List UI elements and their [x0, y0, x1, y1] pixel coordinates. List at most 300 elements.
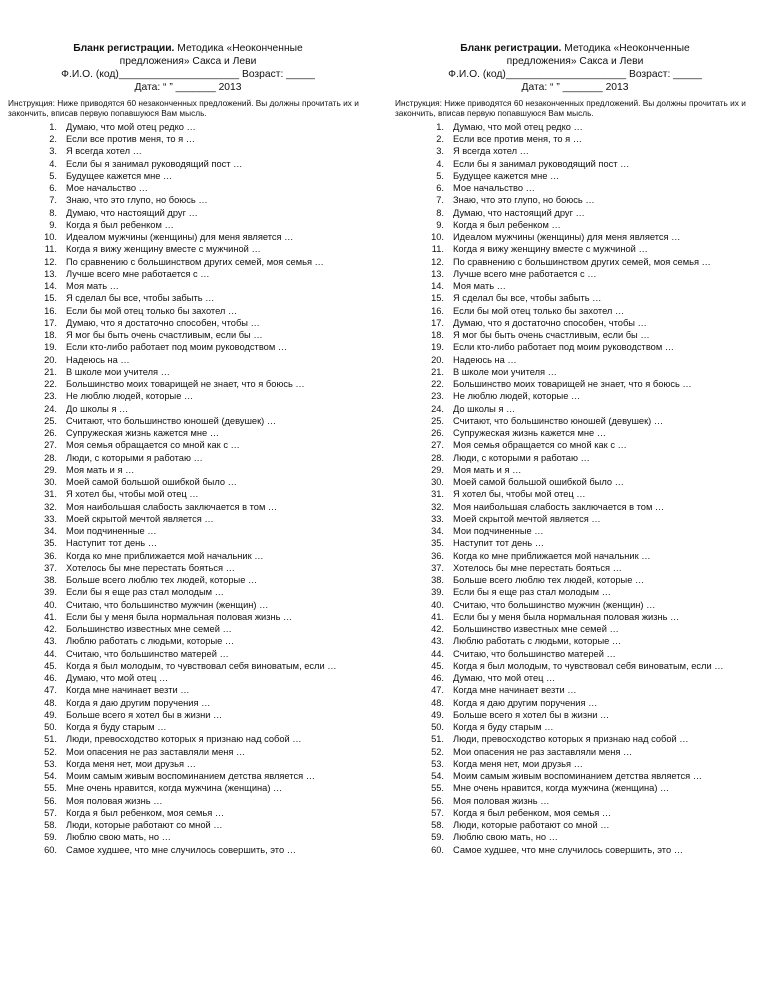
- list-item: [395, 219, 755, 231]
- item-text: Моей самой большой ошибкой было …: [66, 477, 237, 488]
- item-text: Лучше всего мне работается с …: [66, 268, 210, 279]
- item-text: Когда мне начинает везти …: [453, 685, 577, 696]
- item-number: 60.: [431, 844, 444, 855]
- list-item: [8, 280, 368, 292]
- form-title-line2: предложения» Сакса и Леви: [506, 56, 644, 67]
- list-item: [8, 403, 368, 415]
- list-item: [8, 464, 368, 476]
- item-number: 27.: [44, 440, 57, 451]
- list-item: [8, 256, 368, 268]
- list-item: [395, 819, 755, 831]
- item-text: Знаю, что это глупо, но боюсь …: [66, 195, 208, 206]
- item-number: 16.: [431, 305, 444, 316]
- item-number: 32.: [44, 501, 57, 512]
- item-text: Моя половая жизнь …: [453, 795, 550, 806]
- list-item: [395, 513, 755, 525]
- item-number: 11.: [431, 244, 444, 255]
- list-item: [8, 611, 368, 623]
- item-number: 14.: [44, 281, 57, 292]
- form-title: [8, 42, 368, 68]
- list-item: [395, 586, 755, 598]
- item-text: Я хотел бы, чтобы мой отец …: [453, 489, 586, 500]
- item-text: Думаю, что настоящий друг …: [453, 207, 585, 218]
- item-text: Надеюсь на …: [453, 354, 517, 365]
- list-item: [395, 427, 755, 439]
- sentence-list: [395, 121, 755, 856]
- item-number: 47.: [431, 685, 444, 696]
- list-item: [395, 770, 755, 782]
- item-text: Думаю, что мой отец …: [66, 673, 169, 684]
- list-item: [8, 782, 368, 794]
- list-item: [395, 525, 755, 537]
- list-item: [8, 684, 368, 696]
- list-item: [8, 586, 368, 598]
- item-number: 1.: [436, 121, 444, 132]
- list-item: [395, 746, 755, 758]
- item-number: 23.: [431, 391, 444, 402]
- item-text: Я всегда хотел …: [66, 146, 142, 157]
- item-number: 20.: [44, 354, 57, 365]
- item-number: 9.: [436, 219, 444, 230]
- list-item: [395, 243, 755, 255]
- item-text: Когда я был ребенком …: [66, 219, 174, 230]
- item-text: Я всегда хотел …: [453, 146, 529, 157]
- list-item: [8, 366, 368, 378]
- item-number: 34.: [431, 526, 444, 537]
- item-text: Думаю, что я достаточно способен, чтобы …: [453, 317, 647, 328]
- item-text: Идеалом мужчины (женщины) для меня является …: [453, 232, 681, 243]
- item-number: 59.: [431, 832, 444, 843]
- item-text: До школы я …: [66, 403, 129, 414]
- item-number: 18.: [44, 330, 57, 341]
- list-item: [8, 844, 368, 856]
- item-text: Самое худшее, что мне случилось совершить, это …: [453, 844, 684, 855]
- list-item: [395, 844, 755, 856]
- item-number: 39.: [431, 587, 444, 598]
- list-item: [8, 452, 368, 464]
- list-item: [8, 770, 368, 782]
- item-text: Если бы я занимал руководящий пост …: [453, 158, 630, 169]
- item-text: Больше всего я хотел бы в жизни …: [66, 709, 223, 720]
- list-item: [395, 697, 755, 709]
- list-item: [8, 623, 368, 635]
- date-line: Дата: “ ” _______ 2013: [134, 82, 242, 93]
- list-item: [395, 758, 755, 770]
- list-item: [395, 537, 755, 549]
- item-number: 30.: [431, 477, 444, 488]
- list-item: [8, 354, 368, 366]
- item-text: Если кто-либо работает под моим руководством …: [453, 342, 675, 353]
- item-text: Моей скрытой мечтой является …: [66, 513, 214, 524]
- list-item: [395, 121, 755, 133]
- item-number: 26.: [431, 428, 444, 439]
- item-number: 27.: [431, 440, 444, 451]
- list-item: [8, 746, 368, 758]
- item-number: 55.: [44, 783, 57, 794]
- item-text: Когда я был ребенком, моя семья …: [66, 807, 225, 818]
- item-text: Думаю, что мой отец редко …: [453, 121, 583, 132]
- item-number: 19.: [44, 342, 57, 353]
- item-text: Я мог бы быть очень счастливым, если бы …: [453, 330, 650, 341]
- item-number: 45.: [431, 660, 444, 671]
- item-text: Мои подчиненные …: [453, 526, 544, 537]
- item-text: Супружеская жизнь кажется мне …: [66, 428, 220, 439]
- item-number: 54.: [44, 771, 57, 782]
- list-item: [395, 599, 755, 611]
- item-text: Больше всего люблю тех людей, которые …: [453, 575, 645, 586]
- item-text: Люди, с которыми я работаю …: [453, 452, 590, 463]
- item-number: 57.: [431, 807, 444, 818]
- item-number: 15.: [44, 293, 57, 304]
- form-title-rest: Методика «Неоконченные: [174, 43, 303, 54]
- item-number: 5.: [49, 170, 57, 181]
- item-number: 2.: [49, 134, 57, 145]
- list-item: [8, 305, 368, 317]
- item-number: 17.: [431, 317, 444, 328]
- item-number: 6.: [49, 183, 57, 194]
- item-text: Моя мать и я …: [453, 464, 522, 475]
- list-item: [8, 329, 368, 341]
- list-item: [395, 280, 755, 292]
- instruction: Инструкция: Ниже приводятся 60 незаконченных предложений. Вы должны прочитать их и закончить, вписав первую попавшуюся Вам мысль.: [8, 98, 359, 119]
- item-text: Не люблю людей, которые …: [66, 391, 194, 402]
- item-text: Если все против меня, то я …: [453, 134, 583, 145]
- item-text: Моя наибольшая слабость заключается в том …: [66, 501, 278, 512]
- list-item: [8, 133, 368, 145]
- item-text: Большинство известных мне семей …: [453, 624, 619, 635]
- item-text: Наступит тот день …: [66, 538, 158, 549]
- item-text: Большинство моих товарищей не знает, что я боюсь …: [453, 379, 692, 390]
- item-number: 5.: [436, 170, 444, 181]
- item-number: 52.: [431, 746, 444, 757]
- item-number: 52.: [44, 746, 57, 757]
- item-text: Мое начальство …: [66, 183, 148, 194]
- item-number: 10.: [44, 232, 57, 243]
- list-item: [395, 807, 755, 819]
- item-number: 7.: [436, 195, 444, 206]
- item-text: По сравнению с большинством других семей, моя семья …: [66, 256, 324, 267]
- list-item: [8, 550, 368, 562]
- item-text: Хотелось бы мне перестать бояться …: [453, 562, 622, 573]
- list-item: [395, 684, 755, 696]
- list-item: [395, 390, 755, 402]
- item-text: Считаю, что большинство матерей …: [453, 648, 616, 659]
- list-item: [395, 562, 755, 574]
- item-number: 26.: [44, 428, 57, 439]
- list-item: [8, 378, 368, 390]
- list-item: [395, 721, 755, 733]
- list-item: [8, 476, 368, 488]
- item-number: 19.: [431, 342, 444, 353]
- list-item: [395, 194, 755, 206]
- item-number: 2.: [436, 134, 444, 145]
- item-number: 31.: [44, 489, 57, 500]
- list-item: [8, 207, 368, 219]
- item-text: Люди, которые работают со мной …: [453, 820, 610, 831]
- item-number: 24.: [431, 403, 444, 414]
- item-text: Когда я буду старым …: [453, 722, 554, 733]
- item-number: 12.: [431, 256, 444, 267]
- item-text: Когда я вижу женщину вместе с мужчиной …: [66, 244, 261, 255]
- item-text: Если кто-либо работает под моим руководством …: [66, 342, 288, 353]
- item-text: Люди, с которыми я работаю …: [66, 452, 203, 463]
- form-title: [395, 42, 755, 68]
- list-item: [395, 268, 755, 280]
- item-number: 43.: [44, 636, 57, 647]
- list-item: [8, 537, 368, 549]
- item-number: 8.: [436, 207, 444, 218]
- item-number: 25.: [44, 415, 57, 426]
- item-number: 42.: [44, 624, 57, 635]
- item-number: 35.: [431, 538, 444, 549]
- item-text: Думаю, что мой отец …: [453, 673, 556, 684]
- item-text: Считаю, что большинство матерей …: [66, 648, 229, 659]
- list-item: [395, 648, 755, 660]
- list-item: [8, 219, 368, 231]
- list-item: [395, 623, 755, 635]
- item-number: 33.: [431, 513, 444, 524]
- list-item: [395, 831, 755, 843]
- item-text: Мои подчиненные …: [66, 526, 157, 537]
- item-number: 22.: [431, 379, 444, 390]
- item-number: 15.: [431, 293, 444, 304]
- item-text: Если бы мой отец только бы захотел …: [66, 305, 238, 316]
- item-text: Люди, которые работают со мной …: [66, 820, 223, 831]
- item-text: Думаю, что я достаточно способен, чтобы …: [66, 317, 260, 328]
- item-text: Идеалом мужчины (женщины) для меня является …: [66, 232, 294, 243]
- list-item: [8, 525, 368, 537]
- item-number: 42.: [431, 624, 444, 635]
- item-text: Большинство известных мне семей …: [66, 624, 232, 635]
- item-number: 20.: [431, 354, 444, 365]
- sentence-list: [8, 121, 368, 856]
- list-item: [8, 194, 368, 206]
- item-number: 53.: [44, 758, 57, 769]
- list-item: [395, 378, 755, 390]
- list-item: [8, 819, 368, 831]
- list-item: [8, 158, 368, 170]
- list-item: [395, 341, 755, 353]
- item-number: 43.: [431, 636, 444, 647]
- item-text: Больше всего я хотел бы в жизни …: [453, 709, 610, 720]
- list-item: [8, 170, 368, 182]
- item-text: Моя половая жизнь …: [66, 795, 163, 806]
- item-number: 18.: [431, 330, 444, 341]
- item-text: Я сделал бы все, чтобы забыть …: [66, 293, 215, 304]
- instruction: Инструкция: Ниже приводятся 60 незаконченных предложений. Вы должны прочитать их и закончить, вписав первую попавшуюся Вам мысль.: [395, 98, 746, 119]
- list-item: [395, 207, 755, 219]
- item-text: Моя семья обращается со мной как с …: [66, 440, 240, 451]
- item-number: 7.: [49, 195, 57, 206]
- item-number: 48.: [431, 697, 444, 708]
- list-item: [8, 231, 368, 243]
- item-text: Люди, превосходство которых я признаю над собой …: [66, 734, 302, 745]
- item-text: Мои опасения не раз заставляли меня …: [66, 746, 246, 757]
- item-text: Моей скрытой мечтой является …: [453, 513, 601, 524]
- item-text: Моя наибольшая слабость заключается в том …: [453, 501, 665, 512]
- item-text: Я мог бы быть очень счастливым, если бы …: [66, 330, 263, 341]
- item-text: Когда ко мне приближается мой начальник …: [66, 550, 264, 561]
- list-item: [395, 305, 755, 317]
- item-text: Считаю, что большинство мужчин (женщин) …: [66, 599, 269, 610]
- item-number: 34.: [44, 526, 57, 537]
- item-number: 44.: [431, 648, 444, 659]
- item-number: 14.: [431, 281, 444, 292]
- item-text: До школы я …: [453, 403, 516, 414]
- item-number: 58.: [431, 820, 444, 831]
- item-number: 17.: [44, 317, 57, 328]
- item-number: 39.: [44, 587, 57, 598]
- list-item: [8, 268, 368, 280]
- item-number: 24.: [44, 403, 57, 414]
- list-item: [8, 182, 368, 194]
- item-number: 59.: [44, 832, 57, 843]
- list-item: [8, 501, 368, 513]
- item-number: 31.: [431, 489, 444, 500]
- fio-line: Ф.И.О. (код)_____________________ Возраст: _____: [61, 69, 315, 80]
- list-item: [8, 733, 368, 745]
- item-text: Знаю, что это глупо, но боюсь …: [453, 195, 595, 206]
- item-text: Будущее кажется мне …: [453, 170, 560, 181]
- item-number: 13.: [44, 268, 57, 279]
- list-item: [8, 709, 368, 721]
- list-item: [8, 341, 368, 353]
- item-number: 40.: [431, 599, 444, 610]
- item-text: Хотелось бы мне перестать бояться …: [66, 562, 235, 573]
- item-number: 8.: [49, 207, 57, 218]
- fio-line: Ф.И.О. (код)_____________________ Возраст: _____: [448, 69, 702, 80]
- list-item: [395, 795, 755, 807]
- item-text: Люблю работать с людьми, которые …: [66, 636, 235, 647]
- item-text: Когда я был молодым, то чувствовал себя виноватым, если …: [66, 660, 337, 671]
- item-number: 37.: [44, 562, 57, 573]
- item-text: Если бы у меня была нормальная половая жизнь …: [453, 611, 680, 622]
- item-text: Большинство моих товарищей не знает, что я боюсь …: [66, 379, 305, 390]
- item-text: Люблю свою мать, но …: [453, 832, 558, 843]
- item-number: 28.: [431, 452, 444, 463]
- item-text: Считают, что большинство юношей (девушек) …: [453, 415, 664, 426]
- list-item: [8, 145, 368, 157]
- list-item: [8, 121, 368, 133]
- list-item: [8, 390, 368, 402]
- item-number: 36.: [44, 550, 57, 561]
- list-item: [8, 672, 368, 684]
- item-text: Думаю, что мой отец редко …: [66, 121, 196, 132]
- list-item: [395, 317, 755, 329]
- item-text: По сравнению с большинством других семей, моя семья …: [453, 256, 711, 267]
- item-text: Люблю работать с людьми, которые …: [453, 636, 622, 647]
- list-item: [8, 574, 368, 586]
- list-item: [8, 427, 368, 439]
- list-item: [395, 782, 755, 794]
- item-text: Мне очень нравится, когда мужчина (женщина) …: [66, 783, 283, 794]
- list-item: [8, 807, 368, 819]
- item-text: Когда я даю другим поручения …: [66, 697, 211, 708]
- date-line: Дата: “ ” _______ 2013: [521, 82, 629, 93]
- list-item: [395, 611, 755, 623]
- item-text: Я сделал бы все, чтобы забыть …: [453, 293, 602, 304]
- form-left: [8, 42, 368, 856]
- list-item: [395, 476, 755, 488]
- form-right: [395, 42, 755, 856]
- item-text: Люблю свою мать, но …: [66, 832, 171, 843]
- item-text: Моя мать …: [453, 281, 506, 292]
- item-number: 50.: [431, 722, 444, 733]
- list-item: [395, 145, 755, 157]
- list-item: [8, 758, 368, 770]
- item-text: Когда мне начинает везти …: [66, 685, 190, 696]
- list-item: [8, 562, 368, 574]
- item-number: 33.: [44, 513, 57, 524]
- list-item: [395, 329, 755, 341]
- item-number: 35.: [44, 538, 57, 549]
- item-number: 28.: [44, 452, 57, 463]
- item-number: 47.: [44, 685, 57, 696]
- item-number: 56.: [431, 795, 444, 806]
- item-text: Если бы я еще раз стал молодым …: [66, 587, 224, 598]
- item-number: 49.: [44, 709, 57, 720]
- list-item: [395, 133, 755, 145]
- list-item: [395, 733, 755, 745]
- item-number: 50.: [44, 722, 57, 733]
- item-number: 11.: [44, 244, 57, 255]
- item-number: 22.: [44, 379, 57, 390]
- item-number: 51.: [44, 734, 57, 745]
- item-number: 32.: [431, 501, 444, 512]
- item-number: 3.: [436, 146, 444, 157]
- item-text: В школе мои учителя …: [66, 366, 170, 377]
- list-item: [8, 317, 368, 329]
- item-text: Когда меня нет, мои друзья …: [453, 758, 583, 769]
- item-text: Когда ко мне приближается мой начальник …: [453, 550, 651, 561]
- item-text: Когда я был ребенком, моя семья …: [453, 807, 612, 818]
- list-item: [8, 415, 368, 427]
- item-number: 30.: [44, 477, 57, 488]
- list-item: [395, 354, 755, 366]
- item-text: Моя семья обращается со мной как с …: [453, 440, 627, 451]
- list-item: [8, 635, 368, 647]
- item-number: 3.: [49, 146, 57, 157]
- item-text: Мне очень нравится, когда мужчина (женщина) …: [453, 783, 670, 794]
- item-number: 51.: [431, 734, 444, 745]
- item-text: Супружеская жизнь кажется мне …: [453, 428, 607, 439]
- item-number: 36.: [431, 550, 444, 561]
- item-text: Люди, превосходство которых я признаю над собой …: [453, 734, 689, 745]
- list-item: [395, 415, 755, 427]
- list-item: [395, 231, 755, 243]
- item-text: Когда я даю другим поручения …: [453, 697, 598, 708]
- item-text: Мои опасения не раз заставляли меня …: [453, 746, 633, 757]
- item-number: 25.: [431, 415, 444, 426]
- item-number: 9.: [49, 219, 57, 230]
- form-title-line2: предложения» Сакса и Леви: [119, 56, 257, 67]
- item-number: 16.: [44, 305, 57, 316]
- list-item: [395, 366, 755, 378]
- item-number: 29.: [44, 464, 57, 475]
- item-number: 4.: [49, 158, 57, 169]
- item-number: 44.: [44, 648, 57, 659]
- list-item: [8, 292, 368, 304]
- item-number: 55.: [431, 783, 444, 794]
- list-item: [8, 488, 368, 500]
- item-number: 10.: [431, 232, 444, 243]
- item-number: 40.: [44, 599, 57, 610]
- list-item: [395, 672, 755, 684]
- item-number: 45.: [44, 660, 57, 671]
- list-item: [395, 709, 755, 721]
- list-item: [8, 439, 368, 451]
- item-text: Если бы я занимал руководящий пост …: [66, 158, 243, 169]
